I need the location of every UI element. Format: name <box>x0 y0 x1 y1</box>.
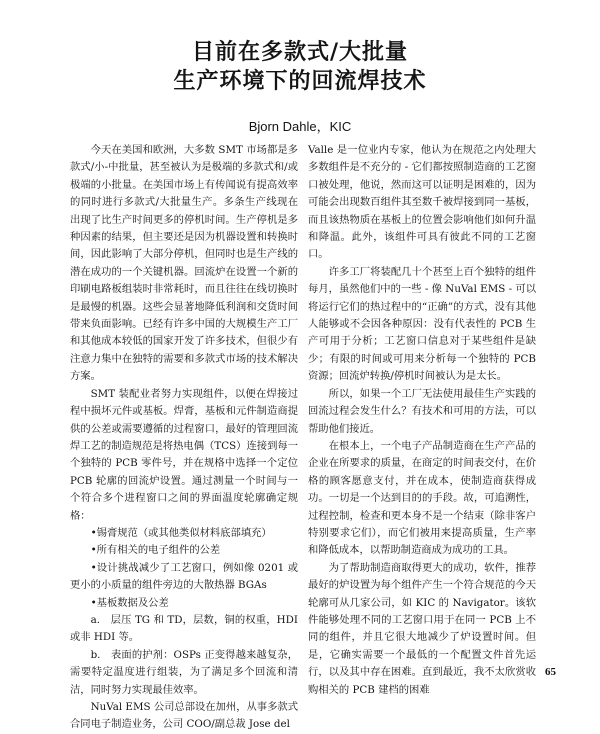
bullet-item: •锡膏规范（或其他类似材料底部填充） <box>90 526 272 539</box>
right-column <box>308 142 536 699</box>
list-item: a. 层压 TG 和 TD，层数，铜的权重，HDI 或非 HDI 等。 <box>70 613 298 644</box>
paragraph: 许多工厂将装配几十个甚至上百个独特的组件每月，虽然他们中的一些 - 像 NuVal EMS - 可以将运行它们的热过程中的“正确”的方式，没有其他人能够或不会因各种原因：没有代表性的 PCB 生产可用于分析；工艺窗口信息对于某些组件是缺少；有限的时间或可用来分析每一个独特的 PCB 资源；回流炉转换/停机时间被认为是太长。 <box>308 265 536 383</box>
list-item: b. 表面的护剂：OSPs 正变得越来越复杂，需要特定温度进行组装，为了满足多个回流和清洁，同时努力实现最佳效率。 <box>70 648 298 696</box>
paragraph: 为了帮助制造商取得更大的成功，软件，推荐最好的炉设置为每个组件产生一个符合规范的今天轮廓可从几家公司，如 KIC 的 Navigator。该软件能够处理不同的工艺窗口用于在同一 PCB 上不同的组件，并且它很大地减少了炉设置时间。但是，它确实需要一个最低的一个配置文件首先运行，以及其中存在困难。直到最近，我不太欣赏收购相关的 PCB 建档的困难 <box>308 561 536 696</box>
paragraph: NuVal EMS 公司总部设在加州，从事多款式合同电子制造业务，公司 COO/副总裁 Jose del <box>70 701 298 731</box>
article-byline: Bjorn Dahle，KIC <box>248 119 352 134</box>
bullet-item: •基板数据及公差 <box>90 596 169 609</box>
article-title <box>0 38 600 96</box>
paragraph: 所以，如果一个工厂无法使用最佳生产实践的回流过程会发生什么？有技术和可用的方法，可以帮助他们接近。 <box>308 387 536 435</box>
article-title-line-1: 目前在多款式/大批量 <box>191 40 409 65</box>
paragraph: 今天在美国和欧洲，大多数 SMT 市场都是多款式/小-中批量，甚至被认为是极端的多款式和/或极端的小批量。在美国市场上有传闻说有提高效率的同时进行多款式/大批量生产。多条生产线现在出现了比生产时间更多的停机时间。生产停机是多种因素的结果，但主要还是因为机器设置和转换时间，因此影响了大部分停机，但同时也是生产线的潜在成功的一个关键机器。回流炉在设置一个新的印刷电路板组装时非常耗时，而且往往在线切换时是最慢的机器。这些会显著地降低利润和交货时间带来负面影响。已经有许多中国的大规模生产工厂和其他成本较低的国家开发了许多技术，但很少有注意力集中在独特的需要和多款式市场的技术解决方案。 <box>70 144 298 383</box>
bullet-item: •设计挑战减少了工艺窗口，例如像 0201 或更小的小质量的组件旁边的大散热器 BGAs <box>70 561 298 592</box>
paragraph: SMT 装配业者努力实现组件，以便在焊接过程中损坏元件或基板。焊膏，基板和元件制造商提供的公差或需要遵循的过程窗口，最好的管理回流焊工艺的制造规范是将热电偶（TCS）连接到每一个独特的 PCB 零件号，并在规格中选择一个定位 PCB 轮廓的回流炉设置。通过测量一个时间与一个符合多个进程窗口之间的界面温度轮廓确定规格： <box>70 387 298 522</box>
page-number: 65 <box>545 666 556 678</box>
paragraph: Valle 是一位业内专家，他认为在规范之内处理大多数组件是不充分的 - 它们都按照制造商的工艺窗口被处理，他说，然而这可以证明是困难的，因为可能会出现数百组件其至数千被焊接到同一基板，而且该热物质在基板上的位置会影响他们如何升温和降温。此外，该组件可具有彼此不同的工艺窗口。 <box>308 144 536 261</box>
article-title-line-2: 生产环境下的回流焊技术 <box>173 69 427 94</box>
paragraph: 在根本上，一个电子产品制造商在生产产品的企业在所要求的质量，在商定的时间表交付，在价格的顾客愿意支付，并在成本，使制造商获得成功。一切是一个达到目的的手段。故，可追溯性，过程控制，检查和更本身不是一个结束（除非客户特别要求它们），而它们被用来提高质量，生产率和降低成本，以帮助制造商成为成功的工具。 <box>308 439 536 557</box>
bullet-item: •所有相关的电子组件的公差 <box>90 544 221 557</box>
left-column <box>70 142 298 734</box>
